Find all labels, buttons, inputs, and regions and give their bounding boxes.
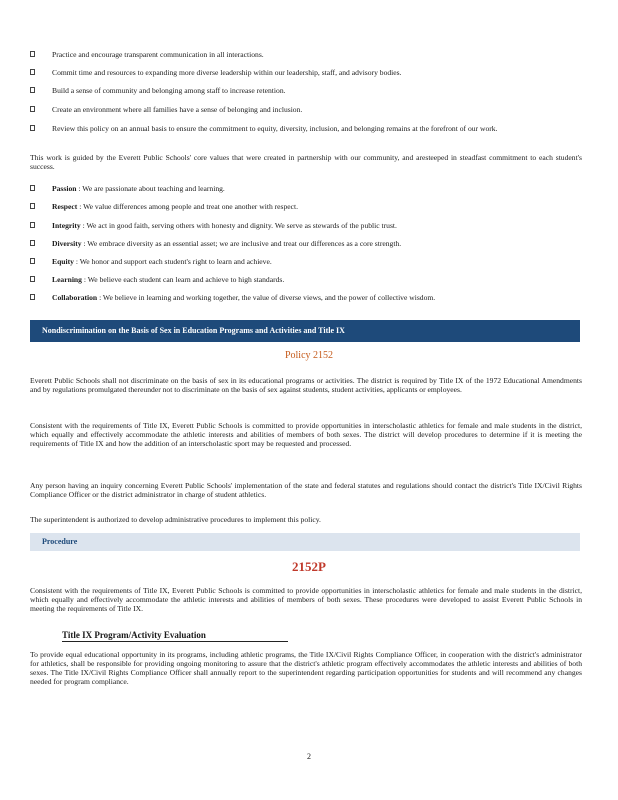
checkbox-bullet-icon — [30, 222, 35, 228]
core-value-term: Equity — [52, 257, 74, 266]
policy-title: Policy 2152 — [284, 350, 334, 361]
policy-paragraph: Everett Public Schools shall not discriminate on the basis of sex in its educational programs or activities. The district is required by Title IX of the 1972 Educational Amendments and by regulations promulgated thereunder not to discriminate on the basis of sex against students, student activities, applicants or employees. — [30, 376, 582, 394]
policy-paragraph: The superintendent is authorized to develop administrative procedures to implement this policy. — [30, 515, 321, 524]
evaluation-paragraph: To provide equal educational opportunity in its programs, including athletic programs, the Title IX/Civil Rights Compliance Officer, in cooperation with the district's administrator for athletics, shall be responsible for providing ongoing monitoring to assure that the district's athletic program effectively accommodates the athletic interests and abilities of both sexes. The Title IX/Civil Rights Compliance Officer shall annually report to the superintendent regarding participation opportunities for students and will recommend any changes needed for program compliance. — [30, 650, 582, 686]
core-value-term: Respect — [52, 202, 78, 211]
page-number: 2 — [307, 752, 311, 761]
checkbox-bullet-icon — [30, 125, 35, 131]
document-page: Practice and encourage transparent communication in all interactions. Commit time and resources to expanding more diverse leadership within our leadership, staff, and advisory bodies. Build a sense of community and belonging among staff to increase retention. Create an environment where all families have a sense of belonging and inclusion. Review this policy on an annual basis to ensure the commitment to equity, diversity, inclusion, and belonging remains at the forefront of our work. This work is guided by the Everett Public Schools' core values that were created in partnership with our community, and aresteeped in steadfast commitment to each student's success. Passion : We are passionate about teaching and learning. Respect : We value differences among people and treat one another with respect. Integrity : We act in good faith, serving others with honesty and dignity. We serve as stewards of the public trust. Diversity : We embrace diversity as an essential asset; we are inclusive and treat our differences as a core strength. Equity : We honor and support each student's right to learn and achieve. Learning : We believe each student can learn and achieve to high standards. Collaboration : We believe in learning and working together, the value of diverse views, and the power of collective wisdom. Nondiscrimination on the Basis of Sex in Education Programs and Activities and Title IX Policy 2152 Everett Public Schools shall not discriminate on the basis of sex in its educational programs or activities. The district is required by Title IX of the 1972 Educational Amendments and by regulations promulgated thereunder not to discriminate on the basis of sex against students, student activities, applicants or employees. Consistent with the requirements of Title IX, Everett Public Schools is committed to provide opportunities in interscholastic athletics for female and male students in the district, which equally and effectively accommodate the athletic interests and abilities of members of both sexes. The district will develop procedures to determine if it is meeting the requirements of Title IX and how the addition of an interscholastic sport may be requested and processed. Any person having an inquiry concerning Everett Public Schools' implementation of the state and federal statutes and regulations should contact the district's Title IX/Civil Rights Compliance Officer or the district administrator in charge of student athletics. The superintendent is authorized to develop administrative procedures to implement this policy. Procedure 2152P Consistent with the requirements of Title IX, Everett Public Schools is committed to provide opportunities in interscholastic athletics for female and male students in the district, which equally and effectively accommodate the athletic interests and abilities of members of both sexes. These procedures were developed to assist Everett Public Schools in meeting the requirements of Title IX. Title IX Program/Activity Evaluation To provide equal educational opportunity in its programs, including athletic programs, the Title IX/Civil Rights Compliance Officer, in cooperation with the district's administrator for athletics, shall be responsible for providing ongoing monitoring to assure that the district's athletic program effectively accommodates the athletic interests and abilities of both sexes. The Title IX/Civil Rights Compliance Officer shall annually report to the superintendent regarding participation opportunities for students and will recommend any changes needed for program compliance. 2 — [0, 0, 618, 800]
checkbox-bullet-icon — [30, 294, 35, 300]
procedure-number: 2152P — [292, 559, 326, 574]
core-value-term: Passion — [52, 184, 77, 193]
checkbox-bullet-icon — [30, 69, 35, 75]
core-value-term: Collaboration — [52, 293, 98, 302]
section-banner: Nondiscrimination on the Basis of Sex in Education Programs and Activities and Title IX — [30, 320, 580, 342]
core-values-intro: This work is guided by the Everett Public Schools' core values that were created in partnership with our community, and aresteeped in steadfast commitment to each student's success. — [30, 153, 582, 171]
checkbox-bullet-icon — [30, 87, 35, 93]
checkbox-bullet-icon — [30, 258, 35, 264]
evaluation-heading: Title IX Program/Activity Evaluation — [62, 630, 288, 642]
core-value-term: Integrity — [52, 221, 81, 230]
core-value-term: Diversity — [52, 239, 82, 248]
procedure-paragraph: Consistent with the requirements of Title IX, Everett Public Schools is committed to provide opportunities in interscholastic athletics for female and male students in the district, which equally and effectively accommodate the athletic interests and abilities of members of both sexes. These procedures were developed to assist Everett Public Schools in meeting the requirements of Title IX. — [30, 586, 582, 613]
checkbox-bullet-icon — [30, 203, 35, 209]
checkbox-bullet-icon — [30, 185, 35, 191]
policy-paragraph: Consistent with the requirements of Title IX, Everett Public Schools is committed to provide opportunities in interscholastic athletics for female and male students in the district, which equally and effectively accommodate the athletic interests and abilities of members of both sexes. The district will develop procedures to determine if it is meeting the requirements of Title IX and how the addition of an interscholastic sport may be requested and processed. — [30, 421, 582, 448]
procedure-header: Procedure — [30, 533, 580, 551]
checkbox-bullet-icon — [30, 51, 35, 57]
checkbox-bullet-icon — [30, 276, 35, 282]
core-value-term: Learning — [52, 275, 82, 284]
policy-paragraph: Any person having an inquiry concerning Everett Public Schools' implementation of the state and federal statutes and regulations should contact the district's Title IX/Civil Rights Compliance Officer or the district administrator in charge of student athletics. — [30, 481, 582, 499]
checkbox-bullet-icon — [30, 106, 35, 112]
checkbox-bullet-icon — [30, 240, 35, 246]
